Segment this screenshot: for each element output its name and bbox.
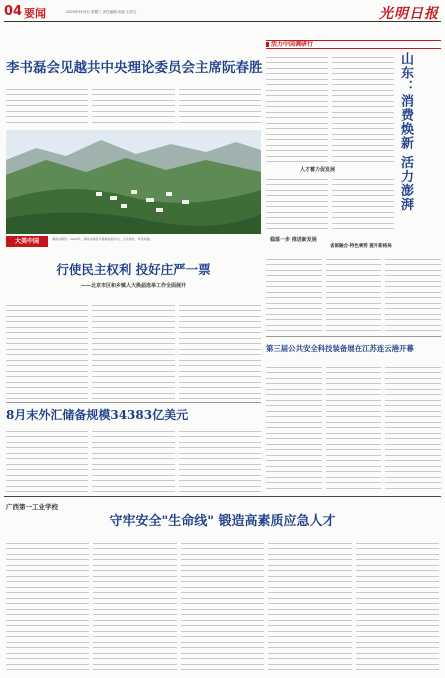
- forex-headline: 8月末外汇储备规模34383亿美元: [6, 408, 189, 422]
- column-body-text: [266, 52, 394, 164]
- photo-caption: 湖南永顺县：2020年，湖南永顺县芙蓉镇美丽乡村，山水相依、风景如画。: [52, 237, 153, 241]
- school-headline: 守牢安全"生命线" 锻造高素质应急人才: [109, 514, 336, 529]
- page-meta: 2020年9月9日 星期三 责任编辑/毛丽 王清文: [66, 10, 137, 14]
- column-subhead-1: 人才蓄力促发展: [300, 167, 336, 173]
- newspaper-logo: 光明日报: [379, 6, 439, 22]
- kicker-mark-icon: [266, 42, 269, 47]
- column-body-text-3: [266, 254, 441, 332]
- column-body-text-2: [266, 174, 394, 234]
- column-kicker: [266, 40, 441, 49]
- kicker-label: 活力中国调研行: [271, 41, 314, 48]
- page-number: 04: [4, 4, 23, 19]
- landscape-image: [6, 130, 261, 234]
- column-subhead-3: 省部融合·特色乘势 提升新格局: [330, 244, 392, 249]
- school-banner: 广西第一工业学校: [6, 503, 58, 511]
- congress-body-text: [6, 300, 261, 400]
- school-body-text: [6, 538, 439, 672]
- congress-subhead: ——北京市区和乡镇人大换届选举工作全面展开: [80, 283, 186, 289]
- column-subhead-2: 稳落一步 推进新发展: [270, 237, 317, 243]
- photo-tag: 大美中国: [6, 236, 48, 247]
- expo-body-text: [266, 362, 441, 492]
- column-title-text: 山东：消费焕新 活力澎湃: [398, 52, 413, 212]
- section-divider: [266, 336, 441, 337]
- expo-headline: 第三届公共安全科技装备展在江苏连云港开幕: [266, 344, 414, 353]
- lead-photo: [6, 130, 261, 234]
- lead-body-text: [6, 84, 261, 126]
- lead-headline: 李书磊会见越共中央理论委员会主席阮春胜: [6, 60, 263, 76]
- section-name: 要闻: [24, 7, 46, 20]
- forex-body-text: [6, 426, 261, 492]
- masthead: [4, 4, 441, 22]
- section-divider: [6, 402, 261, 403]
- section-divider: [4, 496, 441, 497]
- congress-headline: 行使民主权利 投好庄严一票: [56, 262, 211, 277]
- column-title: [398, 52, 438, 222]
